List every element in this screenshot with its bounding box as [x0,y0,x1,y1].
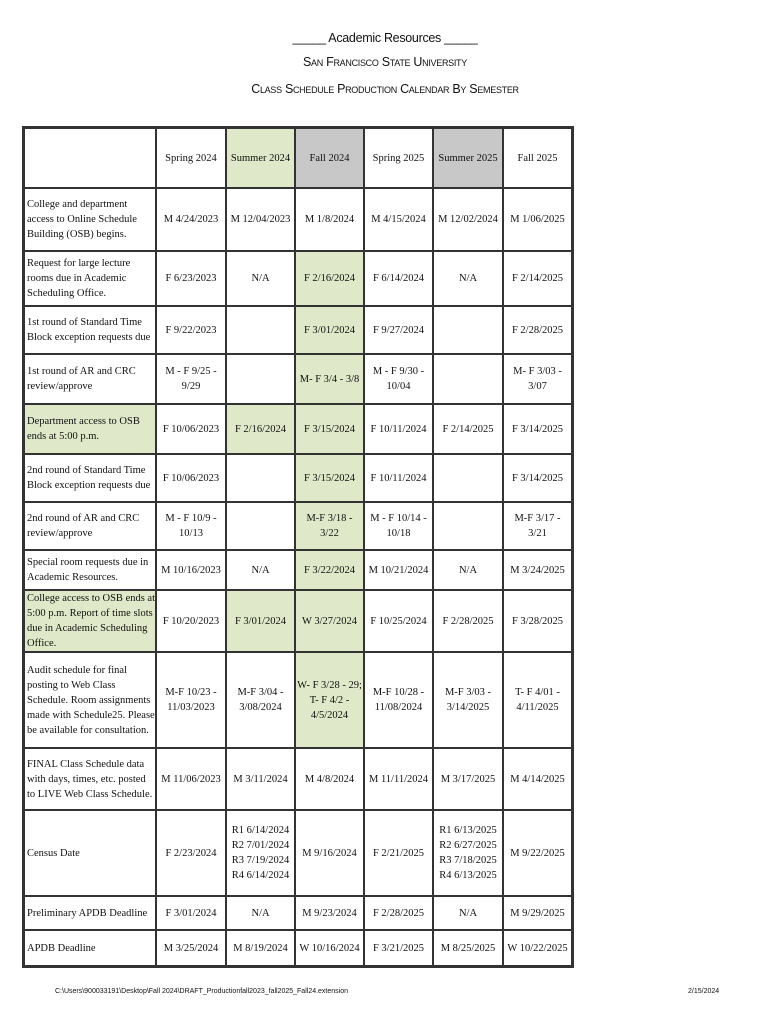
cell: N/A [226,896,295,930]
cell: N/A [226,251,295,306]
col-header-spring-2025: Spring 2025 [364,128,433,188]
cell: N/A [433,550,503,590]
cell: W 10/16/2024 [295,930,364,966]
cell: M 4/8/2024 [295,748,364,810]
table-row [24,404,572,454]
row-label: FINAL Class Schedule data with days, times, etc. posted to LIVE Web Class Schedule. [24,748,156,810]
cell: M- F 3/4 - 3/8 [295,354,364,404]
university-name: San Francisco State University [303,55,467,69]
cell [226,454,295,502]
table-row [24,188,572,251]
cell [226,354,295,404]
cell: M-F 10/28 - 11/08/2024 [364,652,433,748]
cell: M 4/14/2025 [503,748,572,810]
row-label: Department access to OSB ends at 5:00 p.m. [24,404,156,454]
cell [433,502,503,550]
cell: F 10/25/2024 [364,590,433,652]
census-round: R3 7/19/2024 [231,855,290,866]
census-round: R1 6/13/2025 [439,825,497,836]
cell: F 9/27/2024 [364,306,433,354]
cell: M 9/22/2025 [503,810,572,896]
cell: F 2/14/2025 [433,404,503,454]
cell: W- F 3/28 - 29; T- F 4/2 - 4/5/2024 [295,652,364,748]
cell: M 10/21/2024 [364,550,433,590]
census-round: R1 6/14/2024 [231,825,290,836]
census-round: R4 6/13/2025 [439,870,497,881]
cell: M 4/15/2024 [364,188,433,251]
table-row [24,354,572,404]
cell: M - F 9/25 - 9/29 [156,354,226,404]
census-round: R3 7/18/2025 [439,855,497,866]
table-row [24,550,572,590]
cell: F 3/15/2024 [295,454,364,502]
col-header-summer-2024: Summer 2024 [226,128,295,188]
cell: M-F 10/23 - 11/03/2023 [156,652,226,748]
table-row [24,896,572,930]
table-row [24,810,572,896]
cell: M-F 3/03 - 3/14/2025 [433,652,503,748]
cell [226,502,295,550]
table-row [24,930,572,966]
census-round: R4 6/14/2024 [231,870,290,881]
row-label: APDB Deadline [24,930,156,966]
col-header-spring-2024: Spring 2024 [156,128,226,188]
cell: F 3/01/2024 [226,590,295,652]
cell: F 6/14/2024 [364,251,433,306]
cell: F 3/14/2025 [503,454,572,502]
page-title: Class Schedule Production Calendar By Semester [251,82,519,96]
row-label: Request for large lecture rooms due in Academic Scheduling Office. [24,251,156,306]
cell: M 8/19/2024 [226,930,295,966]
cell: M - F 10/14 - 10/18 [364,502,433,550]
row-label: Special room requests due in Academic Resources. [24,550,156,590]
cell: F 2/28/2025 [503,306,572,354]
cell: F 2/16/2024 [295,251,364,306]
census-round: R2 7/01/2024 [231,840,290,851]
cell: F 3/01/2024 [295,306,364,354]
cell: F 9/22/2023 [156,306,226,354]
cell: F 3/14/2025 [503,404,572,454]
cell [433,306,503,354]
cell: F 6/23/2023 [156,251,226,306]
cell: M 12/04/2023 [226,188,295,251]
department-heading: _____ Academic Resources _____ [292,31,478,45]
cell: F 3/01/2024 [156,896,226,930]
cell: M - F 9/30 - 10/04 [364,354,433,404]
cell: W 3/27/2024 [295,590,364,652]
cell-census-summer-2024 [226,810,295,896]
table-row [24,454,572,502]
cell: M - F 10/9 - 10/13 [156,502,226,550]
cell: M 1/8/2024 [295,188,364,251]
col-header-fall-2024: Fall 2024 [295,128,364,188]
cell [433,454,503,502]
cell: M 10/16/2023 [156,550,226,590]
cell: M 11/06/2023 [156,748,226,810]
cell: M 11/11/2024 [364,748,433,810]
cell: F 2/14/2025 [503,251,572,306]
cell: M 9/23/2024 [295,896,364,930]
cell: W 10/22/2025 [503,930,572,966]
row-label: College access to OSB ends at 5:00 p.m. Report of time slots due in Academic Scheduling Office. [24,590,156,652]
table-row [24,590,572,652]
cell: F 10/06/2023 [156,454,226,502]
file-path: C:\Users\900033191\Desktop\Fall 2024\DRAFT_Productionfall2023_fall2025_Fall24.extension [55,988,349,995]
cell-census-summer-2025 [433,810,503,896]
cell: M-F 3/04 - 3/08/2024 [226,652,295,748]
cell: F 2/28/2025 [433,590,503,652]
cell: M 4/24/2023 [156,188,226,251]
cell: M-F 3/17 - 3/21 [503,502,572,550]
cell: F 3/28/2025 [503,590,572,652]
cell: F 3/15/2024 [295,404,364,454]
row-label: Preliminary APDB Deadline [24,896,156,930]
cell: M 3/24/2025 [503,550,572,590]
cell: F 2/28/2025 [364,896,433,930]
cell: M 9/16/2024 [295,810,364,896]
cell: F 10/20/2023 [156,590,226,652]
cell: N/A [433,251,503,306]
census-round: R2 6/27/2025 [439,840,497,851]
print-date: 2/15/2024 [688,988,720,995]
cell: M 3/17/2025 [433,748,503,810]
cell: M 9/29/2025 [503,896,572,930]
cell: M- F 3/03 - 3/07 [503,354,572,404]
row-label: 1st round of AR and CRC review/approve [24,354,156,404]
cell: F 2/16/2024 [226,404,295,454]
row-label: 1st round of Standard Time Block exception requests due [24,306,156,354]
row-label: College and department access to Online Schedule Building (OSB) begins. [24,188,156,251]
cell: F 10/06/2023 [156,404,226,454]
table-row [24,306,572,354]
cell: M-F 3/18 - 3/22 [295,502,364,550]
cell: F 10/11/2024 [364,454,433,502]
cell: M 1/06/2025 [503,188,572,251]
row-label: 2nd round of AR and CRC review/approve [24,502,156,550]
cell [226,306,295,354]
cell: M 8/25/2025 [433,930,503,966]
table-row [24,652,572,748]
cell: M 3/11/2024 [226,748,295,810]
row-label: Census Date [24,810,156,896]
corner-cell [24,128,156,188]
cell: N/A [226,550,295,590]
cell: M 12/02/2024 [433,188,503,251]
cell: F 3/21/2025 [364,930,433,966]
cell: T- F 4/01 - 4/11/2025 [503,652,572,748]
schedule-table [22,126,574,968]
cell: F 2/23/2024 [156,810,226,896]
cell [433,354,503,404]
row-label: 2nd round of Standard Time Block exception requests due [24,454,156,502]
cell: M 3/25/2024 [156,930,226,966]
cell: F 3/22/2024 [295,550,364,590]
table-row [24,502,572,550]
col-header-summer-2025: Summer 2025 [433,128,503,188]
cell: F 10/11/2024 [364,404,433,454]
table-row [24,748,572,810]
row-label: Audit schedule for final posting to Web Class Schedule. Room assignments made with Schedule25. Please be available for consultation. [24,652,156,748]
col-header-fall-2025: Fall 2025 [503,128,572,188]
table-row [24,251,572,306]
cell: F 2/21/2025 [364,810,433,896]
cell: N/A [433,896,503,930]
